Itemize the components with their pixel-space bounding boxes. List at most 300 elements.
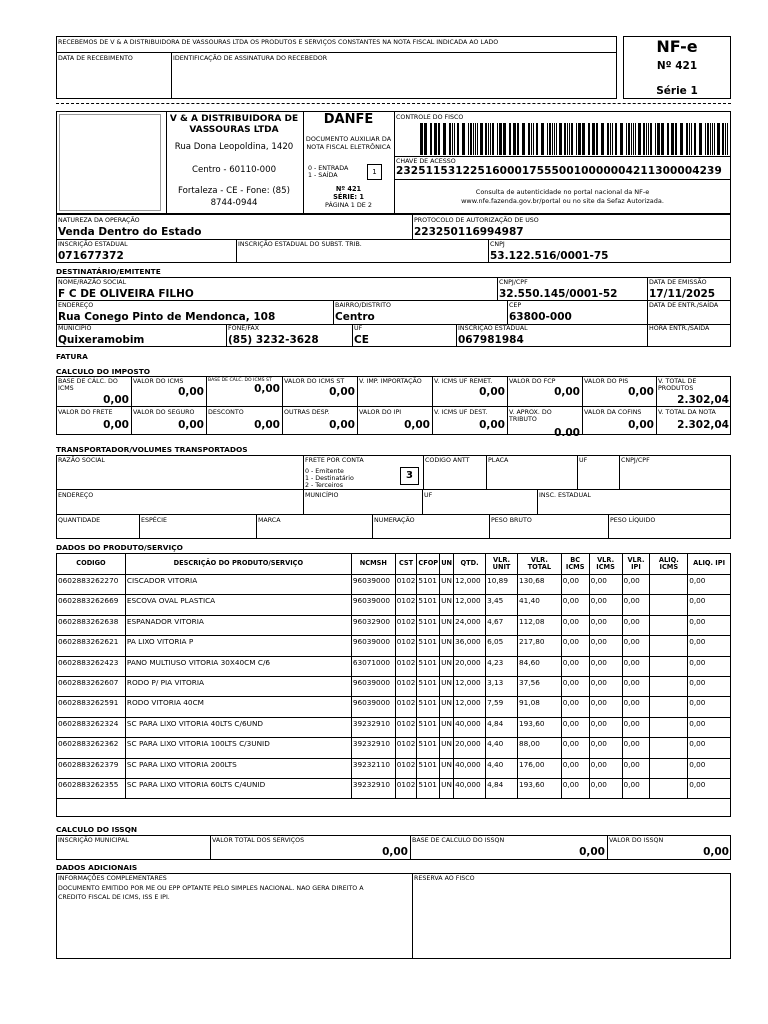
transp-frete-op2: 2 - Terceiros — [305, 482, 344, 489]
reserva-label: RESERVA AO FISCO — [414, 875, 475, 882]
pis-label: VALOR DO PIS — [584, 378, 629, 385]
table-cell — [650, 575, 688, 595]
table-cell: 0102 — [395, 595, 417, 615]
table-cell: UN — [440, 738, 454, 758]
barcode-bar — [689, 123, 690, 155]
seguro-label: VALOR DO SEGURO — [133, 409, 195, 416]
barcode-bar — [488, 123, 489, 155]
table-cell: 217,80 — [517, 636, 561, 656]
barcode-bar — [497, 123, 498, 155]
transp-razao-label: RAZÃO SOCIAL — [58, 457, 105, 464]
table-cell: 37,56 — [517, 676, 561, 696]
desconto-label: DESCONTO — [208, 409, 244, 416]
table-cell: 96039000 — [351, 676, 395, 696]
barcode-bar — [691, 123, 692, 155]
emitente-bairro-cep: Centro - 60110-000 — [191, 165, 277, 175]
transp-especie-label: ESPÉCIE — [141, 517, 167, 524]
table-cell: UN — [440, 717, 454, 737]
table-row — [57, 697, 731, 717]
table-cell — [650, 717, 688, 737]
barcode-bar — [620, 123, 623, 155]
table-cell: 0602883262270 — [57, 575, 126, 595]
produtos-header-cell: VLR. IPI — [622, 554, 650, 575]
barcode-bar — [517, 123, 519, 155]
barcode-bar — [522, 123, 525, 155]
barcode-bar — [727, 123, 728, 155]
table-cell: 0,00 — [622, 656, 650, 676]
table-row — [57, 656, 731, 676]
table-cell: 4,67 — [486, 615, 518, 635]
table-cell: 0,00 — [589, 717, 622, 737]
table-cell: 12,000 — [454, 575, 486, 595]
table-cell: 0602883262669 — [57, 595, 126, 615]
barcode-bar — [635, 123, 636, 155]
table-cell: 41,40 — [517, 595, 561, 615]
table-cell — [650, 758, 688, 778]
dest-nome-label: NOME/RAZÃO SOCIAL — [58, 279, 127, 286]
transp-peso-bruto-label: PESO BRUTO — [491, 517, 532, 524]
barcode-bar — [576, 123, 577, 155]
emitente-cidade-fone: Fortaleza - CE - Fone: (85) 8744-0944 — [178, 186, 290, 208]
destinatario-section: DESTINATÁRIO/EMITENTE — [56, 267, 161, 276]
produtos-header-cell: ALIQ. ICMS — [650, 554, 688, 575]
cnpj-emitente-label: CNPJ — [490, 241, 505, 248]
table-cell: 0602883262638 — [57, 615, 126, 635]
ipi-label: VALOR DO IPI — [359, 409, 402, 416]
barcode-bar — [509, 123, 511, 155]
dest-cep-value: 63800-000 — [509, 311, 572, 323]
barcode-bar — [699, 123, 702, 155]
identificacao-label: IDENTIFICAÇÃO DE ASSINATURA DO RECEBEDOR — [173, 55, 328, 62]
table-cell: 5101 — [417, 717, 440, 737]
barcode-bar — [541, 123, 544, 155]
table-cell: 10,89 — [486, 575, 518, 595]
table-cell: 5101 — [417, 615, 440, 635]
transp-endereco-label: ENDEREÇO — [58, 492, 94, 499]
table-cell: UN — [440, 595, 454, 615]
barcode-bar — [705, 123, 706, 155]
table-cell: 3,45 — [486, 595, 518, 615]
table-cell: 7,59 — [486, 697, 518, 717]
table-cell: 4,84 — [486, 778, 518, 798]
produtos-header-cell: QTD. — [454, 554, 486, 575]
table-cell: 39232910 — [351, 738, 395, 758]
table-cell: 0,00 — [688, 615, 731, 635]
table-cell: 20,000 — [454, 738, 486, 758]
table-cell: SC PARA LIXO VITORIA 200LTS — [125, 758, 351, 778]
barcode-bar — [490, 123, 491, 155]
outras-label: OUTRAS DESP. — [284, 409, 330, 416]
table-cell: 96032900 — [351, 615, 395, 635]
table-cell: 5101 — [417, 738, 440, 758]
table-cell: UN — [440, 778, 454, 798]
canhoto-nfe-title: NF-e — [656, 37, 698, 56]
table-cell: 20,000 — [454, 656, 486, 676]
barcode-bar — [694, 123, 696, 155]
barcode-bar — [686, 123, 688, 155]
barcode-bar — [552, 123, 553, 155]
danfe-pagina: PÁGINA 1 DE 2 — [325, 201, 372, 209]
issqn-valor-value: 0,00 — [703, 846, 729, 858]
chave-acesso-label: CHAVE DE ACESSO — [396, 158, 456, 165]
barcode-bar — [661, 123, 664, 155]
table-cell: 0,00 — [589, 656, 622, 676]
barcode-bar — [485, 123, 487, 155]
table-cell: 24,000 — [454, 615, 486, 635]
table-cell: 0,00 — [561, 615, 589, 635]
transp-frete-value: 3 — [400, 467, 419, 485]
fcp-value: 0,00 — [554, 386, 580, 398]
table-cell: UN — [440, 575, 454, 595]
table-cell — [650, 615, 688, 635]
ipi-value: 0,00 — [404, 419, 430, 431]
dest-endereco-value: Rua Conego Pinto de Mendonca, 108 — [58, 311, 276, 323]
transp-frete-label: FRETE POR CONTA — [305, 457, 364, 464]
table-cell: 0,00 — [622, 595, 650, 615]
transporte-section: TRANSPORTADOR/VOLUMES TRANSPORTADOS — [56, 445, 248, 454]
table-row — [57, 636, 731, 656]
table-cell: 0,00 — [561, 676, 589, 696]
table-row — [57, 676, 731, 696]
table-cell: 6,05 — [486, 636, 518, 656]
produtos-header-cell: UN — [440, 554, 454, 575]
total-prod-value: 2.302,04 — [677, 394, 729, 406]
table-row — [57, 615, 731, 635]
produtos-header-cell: VLR. UNIT — [486, 554, 518, 575]
table-cell: 0,00 — [561, 758, 589, 778]
adicionais-section: DADOS ADICIONAIS — [56, 863, 138, 872]
dest-nome-value: F C DE OLIVEIRA FILHO — [58, 288, 194, 300]
barcode-bar — [452, 123, 453, 155]
table-cell: 0,00 — [688, 717, 731, 737]
danfe-serie: SÉRIE: 1 — [333, 193, 364, 201]
table-cell: SC PARA LIXO VITORIA 40LTS C/6UND — [125, 717, 351, 737]
dest-cep-label: CEP — [509, 302, 522, 309]
transp-numeracao-label: NUMERAÇÃO — [374, 517, 415, 524]
table-cell: 12,000 — [454, 697, 486, 717]
table-cell: 0,00 — [688, 656, 731, 676]
barcode-bar — [722, 123, 724, 155]
barcode-bar — [475, 123, 476, 155]
table-cell: 0602883262362 — [57, 738, 126, 758]
dest-emissao-value: 17/11/2025 — [649, 288, 716, 300]
table-cell: UN — [440, 615, 454, 635]
barcode-bar — [470, 123, 472, 155]
table-cell: 39232910 — [351, 717, 395, 737]
barcode-bar — [710, 123, 711, 155]
table-cell: 0,00 — [589, 595, 622, 615]
emitente-nome: V & A DISTRIBUIDORA DE VASSOURAS LTDA — [169, 114, 299, 135]
table-cell: 0602883262591 — [57, 697, 126, 717]
bc-icms-value: 0,00 — [103, 394, 129, 406]
barcode-bar — [554, 123, 555, 155]
barcode-bar — [549, 123, 551, 155]
table-cell — [650, 676, 688, 696]
danfe-tipo: 1 — [367, 164, 382, 180]
barcode-bar — [454, 123, 455, 155]
table-cell: 0,00 — [589, 738, 622, 758]
transp-antt-label: CODIGO ANTT — [425, 457, 470, 464]
table-cell: 0,00 — [622, 575, 650, 595]
table-cell: 0102 — [395, 615, 417, 635]
issqn-base-label: BASE DE CALCULO DO ISSQN — [412, 837, 505, 844]
table-cell: 4,40 — [486, 738, 518, 758]
protocolo-label: PROTOCOLO DE AUTORIZAÇÃO DE USO — [414, 217, 539, 224]
barcode-bar — [650, 123, 652, 155]
table-cell: PA LIXO VITORIA P — [125, 636, 351, 656]
barcode-bar — [556, 123, 557, 155]
bc-st-label: BASE DE CÁLC. DO ICMS ST — [208, 378, 272, 383]
produtos-header-cell: DESCRIÇÃO DO PRODUTO/SERVIÇO — [125, 554, 351, 575]
table-cell — [650, 738, 688, 758]
cofins-label: VALOR DA COFINS — [584, 409, 642, 416]
transp-ie-label: INSC. ESTADUAL — [539, 492, 591, 499]
table-cell: 0,00 — [622, 758, 650, 778]
dest-cnpj-value: 32.550.145/0001-52 — [499, 288, 618, 300]
danfe-saida: 1 - SAÍDA — [308, 172, 338, 179]
dest-endereco-label: ENDEREÇO — [58, 302, 94, 309]
table-cell — [650, 636, 688, 656]
barcode-bar — [462, 123, 465, 155]
barcode-bar — [477, 123, 478, 155]
uf-remet-value: 0,00 — [479, 386, 505, 398]
cofins-value: 0,00 — [628, 419, 654, 431]
aprox-value: 0.00 — [554, 427, 580, 439]
table-cell — [650, 656, 688, 676]
barcode-bar — [655, 123, 656, 155]
barcode-bar — [714, 123, 715, 155]
table-cell: 0,00 — [589, 778, 622, 798]
barcode-bar — [643, 123, 645, 155]
cut-line — [56, 103, 731, 104]
table-cell: SC PARA LIXO VITORIA 100LTS C/3UNID — [125, 738, 351, 758]
table-row-empty — [57, 799, 731, 817]
barcode-bar — [610, 123, 611, 155]
danfe-entrada: 0 - ENTRADA — [308, 165, 349, 172]
barcode-bar — [547, 123, 548, 155]
table-cell: 0,00 — [561, 656, 589, 676]
ie-st-label: INSCRIÇÃO ESTADUAL DO SUBST. TRIB. — [238, 241, 362, 248]
table-cell: ESCOVA OVAL PLASTICA — [125, 595, 351, 615]
table-cell: 0,00 — [622, 676, 650, 696]
table-cell: 0,00 — [622, 778, 650, 798]
natureza-label: NATUREZA DA OPERAÇÃO — [58, 217, 140, 224]
table-cell: 4,23 — [486, 656, 518, 676]
table-cell: 39232910 — [351, 778, 395, 798]
table-cell: 0102 — [395, 676, 417, 696]
table-cell: RODO VITORIA 40CM — [125, 697, 351, 717]
issqn-servicos-value: 0,00 — [382, 846, 408, 858]
natureza-value: Venda Dentro do Estado — [58, 226, 202, 238]
table-cell: 0,00 — [589, 615, 622, 635]
table-cell: 0602883262621 — [57, 636, 126, 656]
table-cell: 0,00 — [688, 758, 731, 778]
barcode-bar — [480, 123, 483, 155]
table-cell: 0602883262607 — [57, 676, 126, 696]
seguro-value: 0,00 — [178, 419, 204, 431]
barcode-bar — [449, 123, 451, 155]
table-cell: 112,08 — [517, 615, 561, 635]
table-cell: 5101 — [417, 636, 440, 656]
barcode-bar — [420, 123, 423, 155]
total-nota-label: V. TOTAL DA NOTA — [658, 409, 716, 416]
imp-label: V. IMP. IMPORTAÇÃO — [359, 378, 422, 385]
produtos-header-row — [57, 554, 731, 575]
barcode-bar — [626, 123, 627, 155]
table-cell: 3,13 — [486, 676, 518, 696]
table-cell: 0,00 — [688, 738, 731, 758]
barcode-bar — [430, 123, 432, 155]
table-cell: 0,00 — [688, 575, 731, 595]
dest-fone-value: (85) 3232-3628 — [228, 334, 319, 346]
table-cell: 0,00 — [589, 676, 622, 696]
transporte-box — [56, 455, 731, 539]
issqn-servicos-label: VALOR TOTAL DOS SERVIÇOS — [212, 837, 305, 844]
transp-municipio-label: MUNICÍPIO — [305, 492, 339, 499]
table-cell: 0,00 — [688, 676, 731, 696]
table-cell: 0,00 — [589, 636, 622, 656]
barcode-bar — [513, 123, 516, 155]
table-row — [57, 575, 731, 595]
table-cell: 5101 — [417, 778, 440, 798]
table-cell: 0102 — [395, 697, 417, 717]
table-cell: 0,00 — [561, 575, 589, 595]
produtos-header-cell: VLR. ICMS — [589, 554, 622, 575]
ie-value: 071677372 — [58, 250, 124, 262]
produtos-section: DADOS DO PRODUTO/SERVIÇO — [56, 543, 183, 552]
icms-st-value: 0,00 — [329, 386, 355, 398]
barcode-bar — [443, 123, 446, 155]
table-cell: 0,00 — [622, 615, 650, 635]
table-cell: 0102 — [395, 778, 417, 798]
barcode-bar — [564, 123, 566, 155]
pis-value: 0,00 — [628, 386, 654, 398]
barcode-bar — [569, 123, 570, 155]
barcode-bar — [680, 123, 683, 155]
table-cell: 12,000 — [454, 676, 486, 696]
transp-peso-liq-label: PESO LÍQUIDO — [610, 517, 656, 524]
chave-acesso: 23251153122516000175550010000004211300004239 — [396, 165, 722, 177]
table-cell: 36,000 — [454, 636, 486, 656]
table-cell: 0602883262324 — [57, 717, 126, 737]
barcode-bar — [468, 123, 469, 155]
table-cell: 193,60 — [517, 717, 561, 737]
barcode-bar — [592, 123, 595, 155]
table-cell: 0102 — [395, 738, 417, 758]
table-cell: 0,00 — [622, 717, 650, 737]
barcode-bar — [712, 123, 713, 155]
table-cell: ESPANADOR VITORIA — [125, 615, 351, 635]
issqn-section: CALCULO DO ISSQN — [56, 825, 138, 834]
danfe-numero: Nº 421 — [335, 185, 362, 193]
table-cell: 0,00 — [688, 778, 731, 798]
table-cell: 0102 — [395, 636, 417, 656]
dest-uf-label: UF — [354, 325, 363, 332]
barcode-bar — [571, 123, 573, 155]
dest-bairro-label: BAIRRO/DISTRITO — [335, 302, 391, 309]
transp-marca-label: MARCA — [258, 517, 281, 524]
dest-uf-value: CE — [354, 334, 369, 346]
table-cell: 0,00 — [688, 595, 731, 615]
total-nota-value: 2.302,04 — [677, 419, 729, 431]
transp-frete-op1: 1 - Destinatário — [305, 475, 354, 482]
frete-label: VALOR DO FRETE — [58, 409, 113, 416]
table-row — [57, 595, 731, 615]
table-cell: 39232110 — [351, 758, 395, 778]
info-text-2: CREDITO FISCAL DE ICMS, ISS E IPI. — [58, 894, 170, 901]
table-cell: 96039000 — [351, 697, 395, 717]
dest-municipio-label: MUNICÍPIO — [58, 325, 92, 332]
produtos-header-cell: CODIGO — [57, 554, 126, 575]
table-cell: 0,00 — [688, 636, 731, 656]
aprox-label: V. APROX. DO TRIBUTO — [509, 409, 552, 423]
info-label: INFORMAÇÕES COMPLEMENTARES — [58, 875, 167, 882]
table-cell: 0102 — [395, 575, 417, 595]
table-cell: 0602883262423 — [57, 656, 126, 676]
dest-ie-label: INSCRIÇÃO ESTADUAL — [458, 325, 528, 332]
table-cell: 0,00 — [561, 595, 589, 615]
table-cell: 0,00 — [561, 738, 589, 758]
fatura-section: FATURA — [56, 352, 88, 361]
table-cell: 4,84 — [486, 717, 518, 737]
produtos-table — [56, 553, 731, 817]
table-cell: 0,00 — [688, 697, 731, 717]
dest-cnpj-label: CNPJ/CPF — [499, 279, 528, 286]
barcode — [420, 123, 730, 155]
table-cell: RODO P/ PIA VITORIA — [125, 676, 351, 696]
table-cell: 176,00 — [517, 758, 561, 778]
table-cell: 91,08 — [517, 697, 561, 717]
barcode-bar — [424, 123, 427, 155]
protocolo-value: 223250116994987 — [414, 226, 524, 238]
transp-cnpj-label: CNPJ/CPF — [621, 457, 650, 464]
table-row — [57, 778, 731, 798]
produtos-header-cell: CST — [395, 554, 417, 575]
frete-value: 0,00 — [103, 419, 129, 431]
danfe-subtitle: DOCUMENTO AUXILIAR DA NOTA FISCAL ELETRÔNICA — [305, 135, 392, 151]
barcode-bar — [667, 123, 669, 155]
transp-frete-op0: 0 - Emitente — [305, 468, 344, 475]
table-cell: 0,00 — [561, 697, 589, 717]
barcode-bar — [559, 123, 562, 155]
barcode-bar — [601, 123, 604, 155]
barcode-bar — [707, 123, 709, 155]
danfe-title: DANFE — [323, 112, 374, 127]
info-text-1: DOCUMENTO EMITIDO POR ME OU EPP OPTANTE PELO SIMPLES NACIONAL. NAO GERA DIREITO A — [58, 885, 364, 892]
bc-st-value: 0,00 — [254, 383, 280, 395]
table-cell: UN — [440, 636, 454, 656]
table-cell: 0,00 — [589, 697, 622, 717]
table-cell: 63071000 — [351, 656, 395, 676]
table-cell — [650, 595, 688, 615]
transp-qtd-label: QUANTIDADE — [58, 517, 101, 524]
table-cell: UN — [440, 758, 454, 778]
uf-remet-label: V. ICMS UF REMET. — [434, 378, 493, 385]
table-cell: PANO MULTIUSO VITORIA 30X40CM C/6 — [125, 656, 351, 676]
table-cell: 0,00 — [589, 575, 622, 595]
table-cell: 5101 — [417, 758, 440, 778]
logo-placeholder — [59, 114, 161, 211]
barcode-bar — [438, 123, 440, 155]
canhoto-numero: Nº 421 — [656, 60, 698, 72]
table-cell: 0,00 — [561, 778, 589, 798]
table-cell: 88,00 — [517, 738, 561, 758]
barcode-bar — [578, 123, 581, 155]
table-cell: 40,000 — [454, 758, 486, 778]
table-cell: 5101 — [417, 697, 440, 717]
barcode-bar — [533, 123, 534, 155]
produtos-header-cell: ALIQ. IPI — [688, 554, 731, 575]
